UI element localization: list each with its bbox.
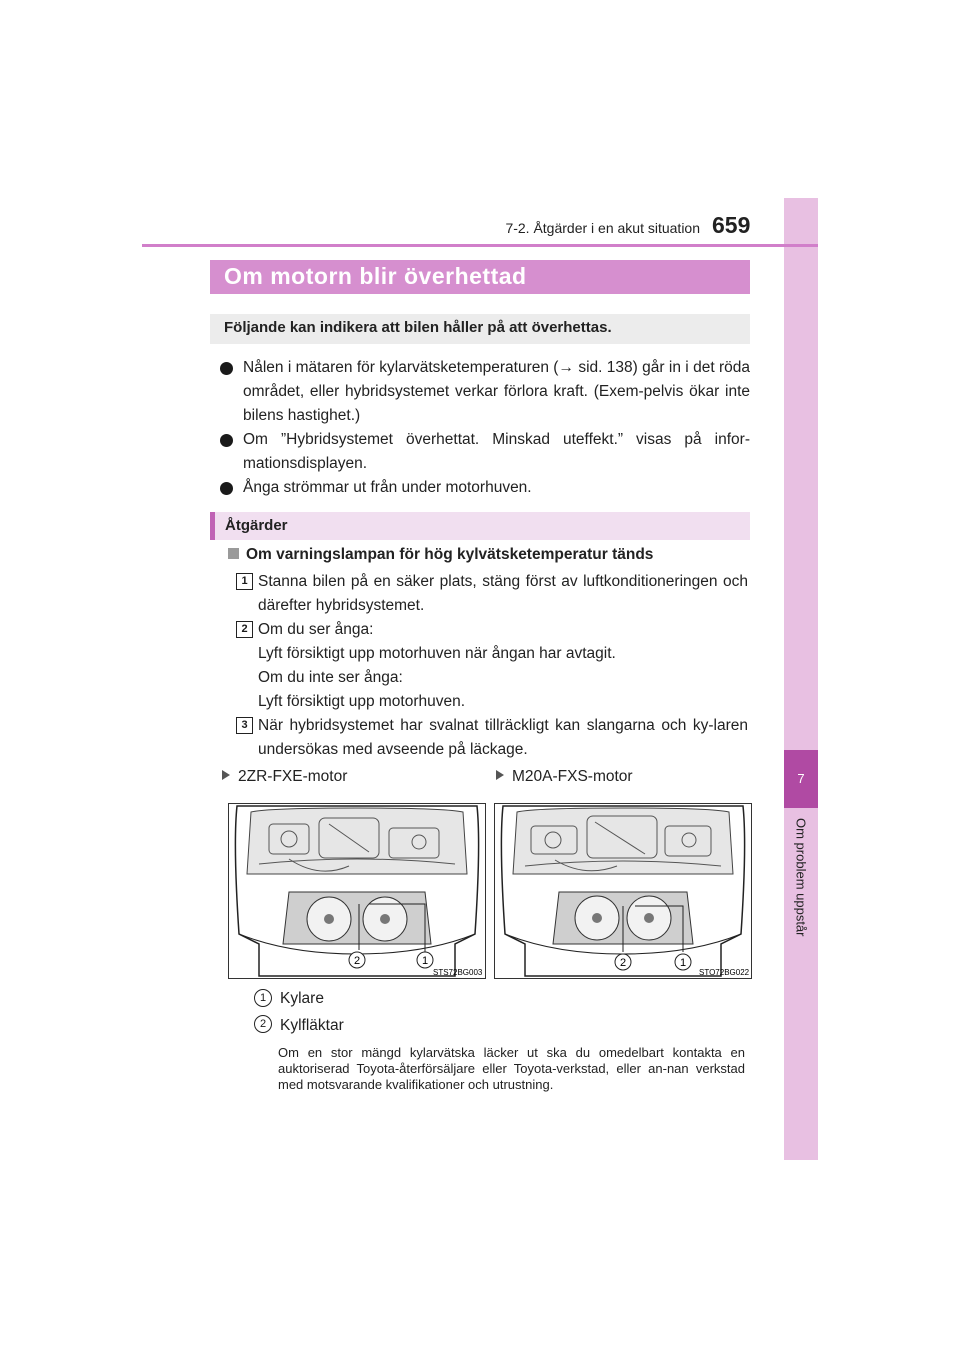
chapter-number: 7 xyxy=(797,771,805,786)
step-text: Lyft försiktigt upp motorhuven när ångan har avtagit. xyxy=(258,645,616,662)
page-number: 659 xyxy=(712,212,751,238)
actions-heading-bar xyxy=(210,512,750,540)
bullet-item xyxy=(218,356,750,428)
callout-2: 2 xyxy=(619,957,627,969)
bullet-icon xyxy=(220,482,233,495)
legend-number: 2 xyxy=(254,1015,272,1033)
callout-1: 1 xyxy=(421,955,429,967)
warning-note: Om en stor mängd kylarvätska läcker ut ska du omedelbart kontakta en auktoriserad Toyota-återförsäljare eller Toyota-verkstad, eller an-nan verkstad med motsvarande kvalifikationer och utrustning. xyxy=(278,1045,745,1092)
bullet-icon xyxy=(220,362,233,375)
step-text: Stanna bilen på en säker plats, stäng först av luftkonditioneringen och därefter hybridsystemet. xyxy=(258,573,748,614)
figure-code: STS72BG003 xyxy=(433,968,483,977)
step-text: När hybridsystemet har svalnat tillräckligt kan slangarna och ky-laren undersökas med avseende på läckage. xyxy=(258,717,748,758)
legend-number: 1 xyxy=(254,989,272,1007)
actions-heading: Åtgärder xyxy=(225,517,288,534)
intro-heading: Följande kan indikera att bilen håller på att överhettas. xyxy=(224,319,612,336)
legend-label: Kylare xyxy=(280,990,324,1007)
intro-heading-bar xyxy=(210,314,750,344)
side-tab-top xyxy=(784,198,818,750)
step-text: Lyft försiktigt upp motorhuven. xyxy=(258,693,466,710)
engine-label xyxy=(222,768,347,786)
bullet-item xyxy=(218,428,750,476)
bullet-text: Nålen i mätaren för kylarvätsketemperaturen (→ sid. 138) går in i det röda området, eller hybridsystemet verkar förlora kraft. (Exem-pelvis ökar inte bilens hastighet.) xyxy=(243,359,750,424)
arrow-right-icon xyxy=(222,770,230,780)
legend-label: Kylfläktar xyxy=(280,1017,344,1034)
chapter-title: Om problem uppstår xyxy=(793,818,809,937)
chapter-tab xyxy=(784,750,818,808)
square-bullet-icon xyxy=(228,548,239,559)
step-number: 2 xyxy=(236,621,253,638)
bullet-text: Om ”Hybridsystemet överhettat. Minskad uteffekt.” visas på infor-mationsdisplayen. xyxy=(243,431,750,472)
step-text: Om du inte ser ånga: xyxy=(258,669,403,686)
arrow-right-icon xyxy=(496,770,504,780)
step-number: 3 xyxy=(236,717,253,734)
engine-illustration-m20a xyxy=(494,803,752,979)
figure-code: STO72BG022 xyxy=(699,968,750,977)
bullet-text: Ånga strömmar ut från under motorhuven. xyxy=(243,479,532,496)
page-title-bar xyxy=(210,260,750,294)
step-text: Om du ser ånga: xyxy=(258,621,374,638)
step-number: 1 xyxy=(236,573,253,590)
callout-2: 2 xyxy=(353,955,361,967)
subheading-text: Om varningslampan för hög kylvätsketemperatur tänds xyxy=(246,546,654,563)
chapter-title-vertical xyxy=(784,808,818,1008)
page-title: Om motorn blir överhettad xyxy=(224,263,527,289)
engine-name: 2ZR-FXE-motor xyxy=(238,768,348,785)
bullet-icon xyxy=(220,434,233,447)
header-rule xyxy=(142,244,818,247)
callout-1: 1 xyxy=(679,957,687,969)
engine-label xyxy=(496,768,633,786)
bullet-item xyxy=(218,476,750,500)
section-title: 7-2. Åtgärder i en akut situation xyxy=(505,220,700,236)
engine-name: M20A-FXS-motor xyxy=(512,768,633,785)
engine-illustration-2zr xyxy=(228,803,486,979)
subheading xyxy=(228,546,653,564)
